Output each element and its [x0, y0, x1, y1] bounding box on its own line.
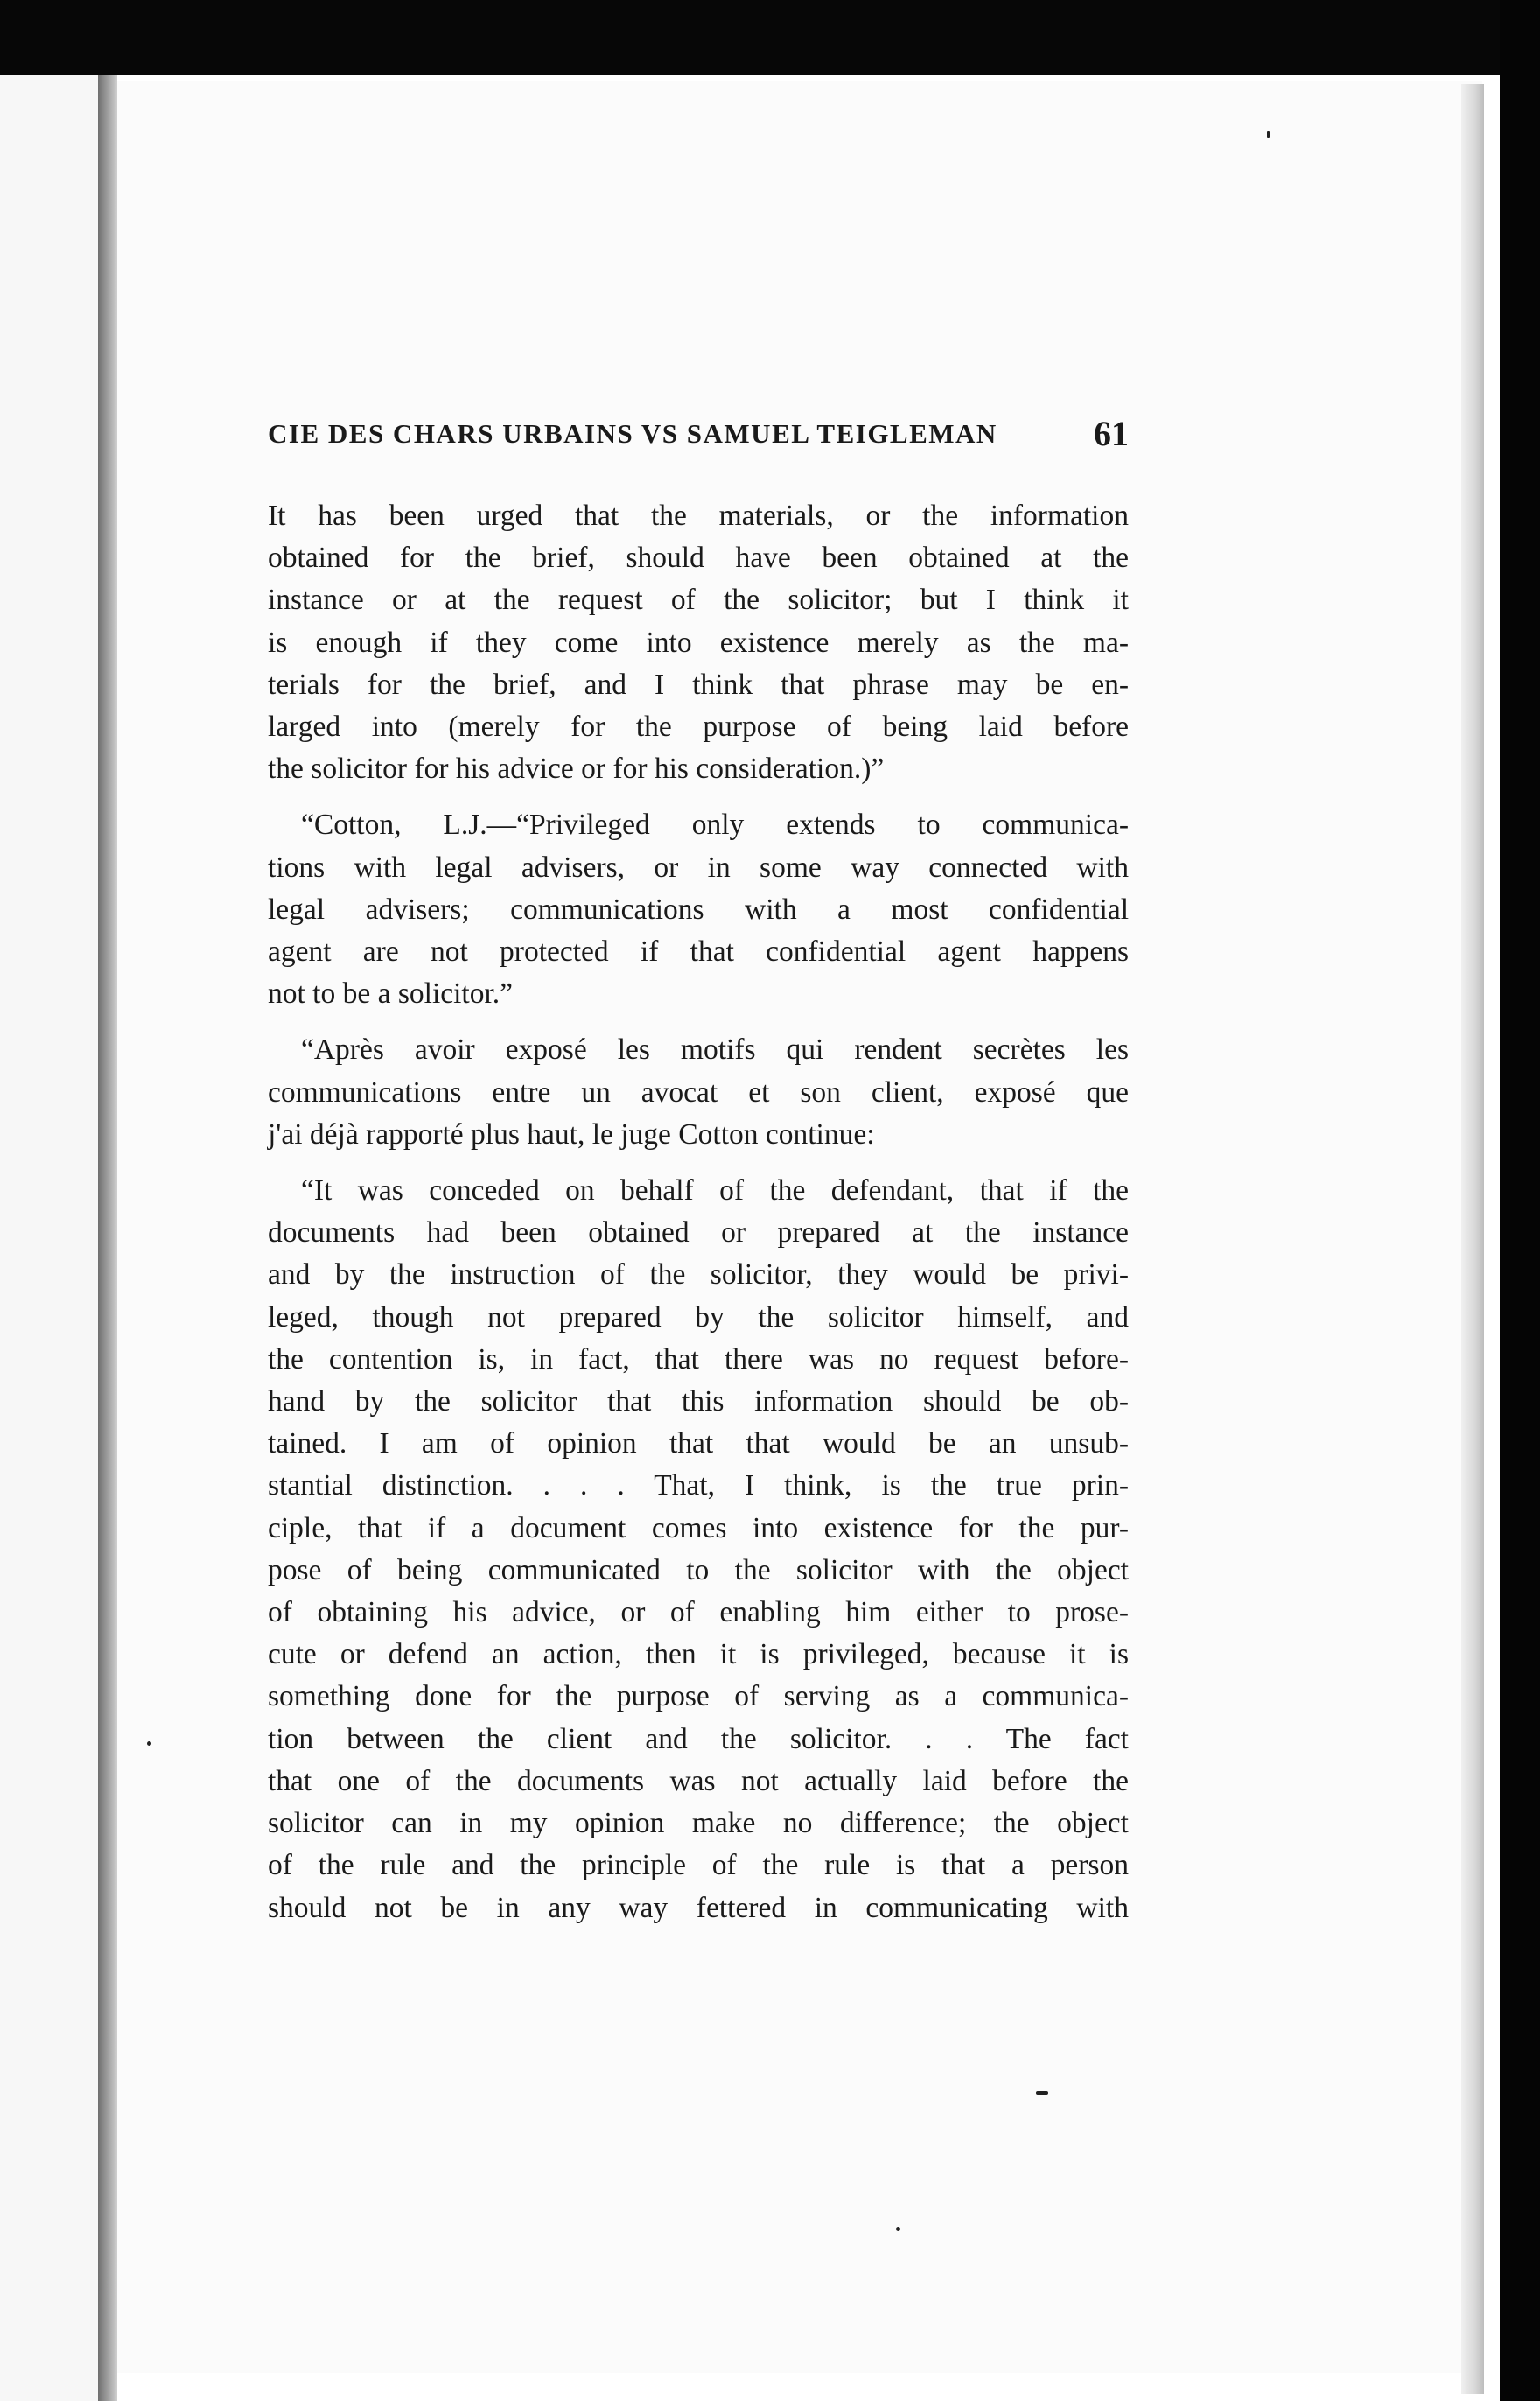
scan-speck — [147, 1741, 151, 1746]
text-line: that one of the documents was not actually laid before the — [268, 1764, 1129, 1797]
text-line: agent are not protected if that confidential agent happens — [268, 935, 1129, 969]
page-number: 61 — [1094, 414, 1129, 453]
running-title: CIE DES CHARS URBAINS VS SAMUEL TEIGLEMAN — [268, 418, 998, 449]
scan-top-border — [0, 0, 1540, 75]
text-line: the solicitor for his advice or for his consideration.)” — [268, 752, 885, 786]
text-line: of the rule and the principle of the rule is that a person — [268, 1849, 1129, 1882]
body-text — [268, 495, 1129, 1948]
text-line: pose of being communicated to the solicitor with the object — [268, 1553, 1129, 1586]
text-line: something done for the purpose of serving as a communica- — [268, 1680, 1129, 1713]
text-line: “Après avoir exposé les motifs qui rendent secrètes les — [301, 1033, 1129, 1067]
text-line: ciple, that if a document comes into existence for the pur- — [268, 1511, 1129, 1544]
paragraph-conceded-quote — [268, 1170, 1129, 1929]
text-line: obtained for the brief, should have been obtained at the — [268, 542, 1129, 575]
text-line: tion between the client and the solicitor. . . The fact — [268, 1722, 1129, 1755]
paragraph-cotton-quote — [268, 804, 1129, 1015]
page-edge-shadow — [1461, 84, 1484, 2394]
scan-right-border — [1500, 0, 1540, 2401]
text-line: documents had been obtained or prepared at the instance — [268, 1216, 1129, 1250]
text-line: not to be a solicitor.” — [268, 977, 514, 1011]
text-line: It has been urged that the materials, or the information — [268, 500, 1129, 532]
text-line: “Cotton, L.J.—“Privileged only extends to communica- — [301, 808, 1129, 842]
text-line: solicitor can in my opinion make no difference; the object — [268, 1807, 1129, 1840]
facing-page-edge — [0, 75, 98, 2401]
text-line: legal advisers; communications with a most confidential — [268, 892, 1129, 926]
text-line: “It was conceded on behalf of the defendant, that if the — [301, 1174, 1129, 1208]
text-line: stantial distinction. . . . That, I think, is the true prin- — [268, 1469, 1129, 1502]
paragraph-french-commentary — [268, 1029, 1129, 1156]
text-line: leged, though not prepared by the solicitor himself, and — [268, 1300, 1129, 1334]
scan-speck — [1036, 2091, 1048, 2095]
text-line: should not be in any way fettered in communicating with — [268, 1891, 1129, 1924]
text-line: j'ai déjà rapporté plus haut, le juge Cotton continue: — [268, 1117, 875, 1151]
text-line: tions with legal advisers, or in some way connected with — [268, 850, 1129, 884]
text-line: hand by the solicitor that this information should be ob- — [268, 1385, 1129, 1418]
text-line: and by the instruction of the solicitor, they would be privi- — [268, 1258, 1129, 1292]
text-line: tained. I am of opinion that that would be an unsub- — [268, 1427, 1129, 1460]
binding-gutter — [98, 75, 117, 2401]
text-line: communications entre un avocat et son client, exposé que — [268, 1075, 1129, 1109]
scan-speck — [1267, 131, 1270, 138]
text-line: terials for the brief, and I think that phrase may be en- — [268, 668, 1129, 701]
text-line: instance or at the request of the solicitor; but I think it — [268, 584, 1129, 617]
text-line: of obtaining his advice, or of enabling him either to prose- — [268, 1596, 1129, 1629]
scan-speck — [896, 2227, 900, 2231]
text-line: larged into (merely for the purpose of being laid before — [268, 710, 1129, 744]
text-line: cute or defend an action, then it is privileged, because it is — [268, 1638, 1129, 1671]
running-head — [268, 411, 1129, 464]
text-line: is enough if they come into existence merely as the ma- — [268, 626, 1129, 659]
text-line: the contention is, in fact, that there was no request before- — [268, 1342, 1129, 1376]
paragraph-judgment-quote — [268, 495, 1129, 790]
